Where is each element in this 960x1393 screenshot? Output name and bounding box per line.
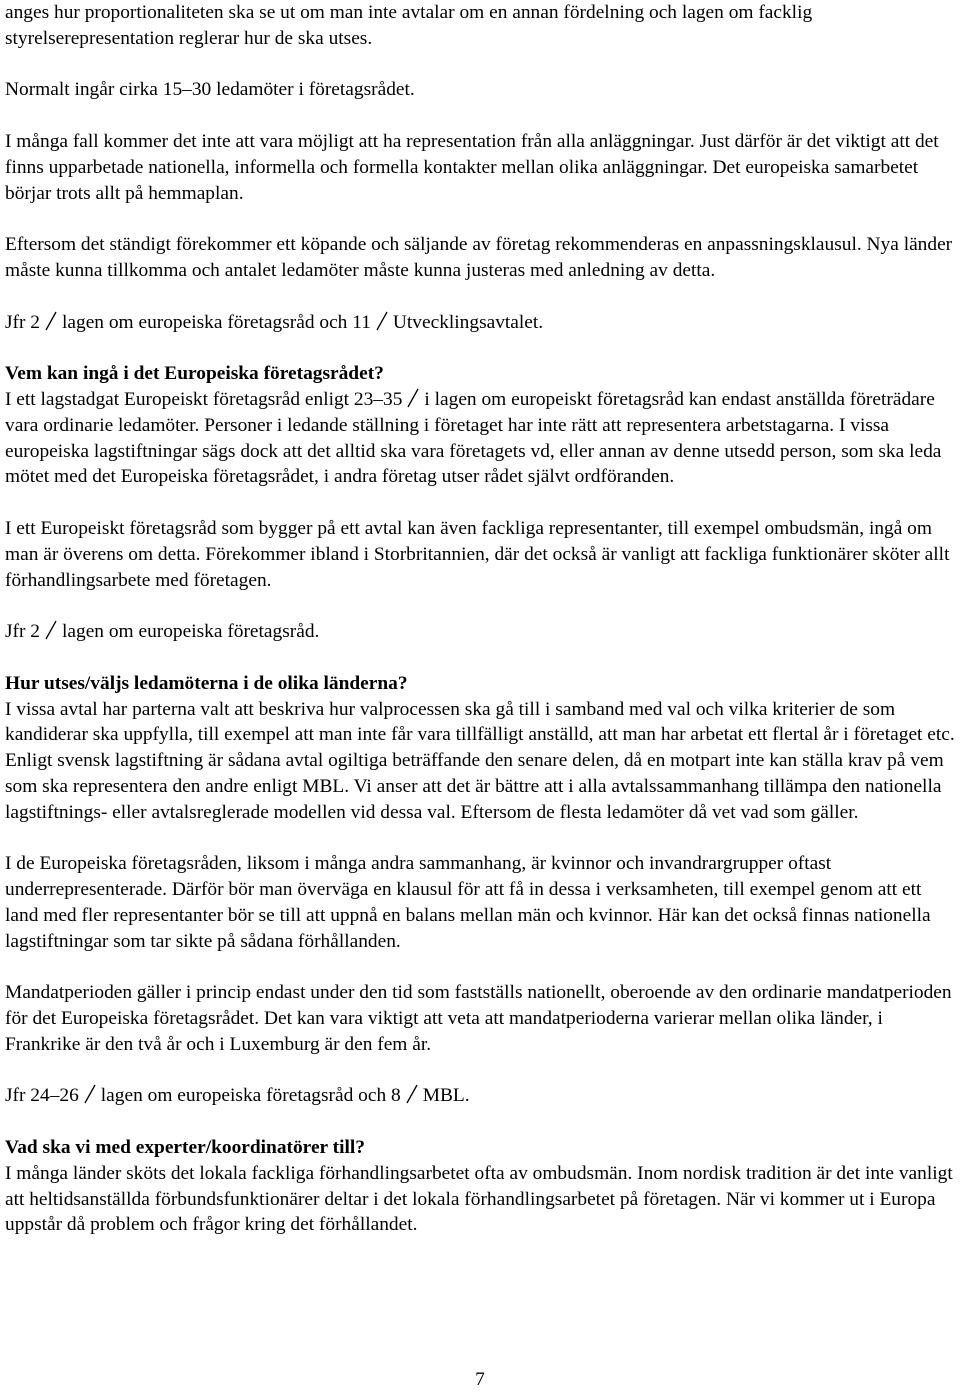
paragraph-intro-3: I många fall kommer det inte att vara möjligt att ha representation från alla anläggningar. Just därför är det viktigt att det finns upparbetade nationella, informella och formella kontakter mellan olika anläggningar. Det europeiska samarbetet börjar trots allt på hemmaplan.: [5, 130, 939, 204]
paragraph-section-2-1: I vissa avtal har parterna valt att beskriva hur valprocessen ska gå till i samband med val och vilka kriterier de som kandiderar ska uppfylla, till exempel att man inte får vara tillfälligt anställd, att man har arbetat ett flertal år i företaget etc. Enligt svensk lagstiftning är sådana avtal ogiltiga beträffande den senare delen, då en motpart inte kan ställa krav på vem som ska representera den andre enligt MBL. Vi anser att det är bättre att i alla avtalssammanhang tillämpa den nationella lagstiftnings- eller avtalsreglerade modellen vid dessa val. Eftersom de flesta ledamöter då vet vad som gäller.: [5, 698, 955, 823]
page-number: 7: [475, 1369, 485, 1390]
reference-text: lagen om europeiska företagsråd och 11: [62, 311, 371, 333]
reference-line-3: [5, 1083, 957, 1109]
section-heading-2: Hur utses/väljs ledamöterna i de olika länderna?: [5, 672, 408, 694]
reference-text: lagen om europeiska företagsråd och 8: [100, 1085, 401, 1107]
paragraph-intro-2: Normalt ingår cirka 15–30 ledamöter i företagsrådet.: [5, 79, 415, 101]
section-sign-icon: [406, 388, 420, 408]
paragraph-section-2-3: Mandatperioden gäller i princip endast under den tid som fastställs nationellt, oberoende av den ordinarie mandatperioden för det Europeiska företagsrådet. Det kan vara viktigt att veta att mandatperioderna varierar mellan olika länder, i Frankrike är den två år och i Luxemburg är den fem år.: [5, 982, 952, 1055]
reference-text: lagen om europeiska företagsråd.: [62, 621, 320, 643]
paragraph-section-3-1: I många länder sköts det lokala fackliga förhandlingsarbetet ofta av ombudsmän. Inom nordisk tradition är det inte vanligt att heltidsanställda förbundsfunktionärer deltar i det lokala förhandlingsarbetet på företagen. När vi kommer ut i Europa uppstår då problem och frågor kring det förhållandet.: [5, 1162, 953, 1236]
section-heading-1: Vem kan ingå i det Europeiska företagsrådet?: [5, 363, 384, 385]
paragraph-intro-1: anges hur proportionaliteten ska se ut om man inte avtalar om en annan fördelning och lagen om facklig styrelserepresentation reglerar hur de ska utses.: [5, 2, 813, 49]
reference-line-2: [5, 619, 957, 645]
reference-text: MBL.: [422, 1085, 470, 1107]
paragraph-section-1-1: [5, 387, 957, 490]
paragraph-section-1-2: I ett Europeiskt företagsråd som bygger på ett avtal kan även fackliga representanter, till exempel ombudsmän, ingå om man är överens om detta. Förekommer ibland i Storbritannien, där det också är vanligt att fackliga funktionärer sköter allt förhandlingsarbete med företagen.: [5, 517, 950, 591]
section-sign-icon: [44, 311, 58, 331]
paragraph-text: I ett lagstadgat Europeiskt företagsråd enligt 23–35: [5, 388, 403, 410]
section-sign-icon: [405, 1084, 419, 1104]
reference-text: Utvecklingsavtalet.: [392, 311, 544, 333]
section-heading-3: Vad ska vi med experter/koordinatörer till?: [5, 1137, 365, 1159]
paragraph-intro-4: Eftersom det ständigt förekommer ett köpande och säljande av företag rekommenderas en anpassningsklausul. Nya länder måste kunna tillkomma och antalet ledamöter måste kunna justeras med anledning av detta.: [5, 234, 953, 281]
reference-text: Jfr 24–26: [5, 1085, 79, 1107]
paragraph-section-2-2: I de Europeiska företagsråden, liksom i många andra sammanhang, är kvinnor och invandrargrupper oftast underrepresenterade. Därför bör man överväga en klausul för att få in dessa i verksamheten, till exempel genom att ett land med fler representanter bör se till att uppnå en balans mellan män och kvinnor. Här kan det också finnas nationella lagstiftningar som tar sikte på sådana förhållanden.: [5, 853, 931, 952]
paragraph-text: i lagen om europeiskt företagsråd kan endast anställda företrädare vara ordinarie ledamöter. Personer i ledande ställning i företaget har inte rätt att representera arbetstagarna. I vissa europeiska lagstiftningar sägs dock att det alltid ska vara företagets vd, eller annan av denne utsedd person, som ska leda mötet med det Europeiska företagsrådet, i andra företag utser rådet självt ordföranden.: [5, 388, 942, 488]
reference-line-1: [5, 310, 957, 336]
reference-text: Jfr 2: [5, 621, 41, 643]
document-page: [5, 0, 957, 1238]
reference-text: Jfr 2: [5, 311, 41, 333]
section-sign-icon: [83, 1084, 97, 1104]
section-sign-icon: [44, 620, 58, 640]
section-sign-icon: [375, 311, 389, 331]
